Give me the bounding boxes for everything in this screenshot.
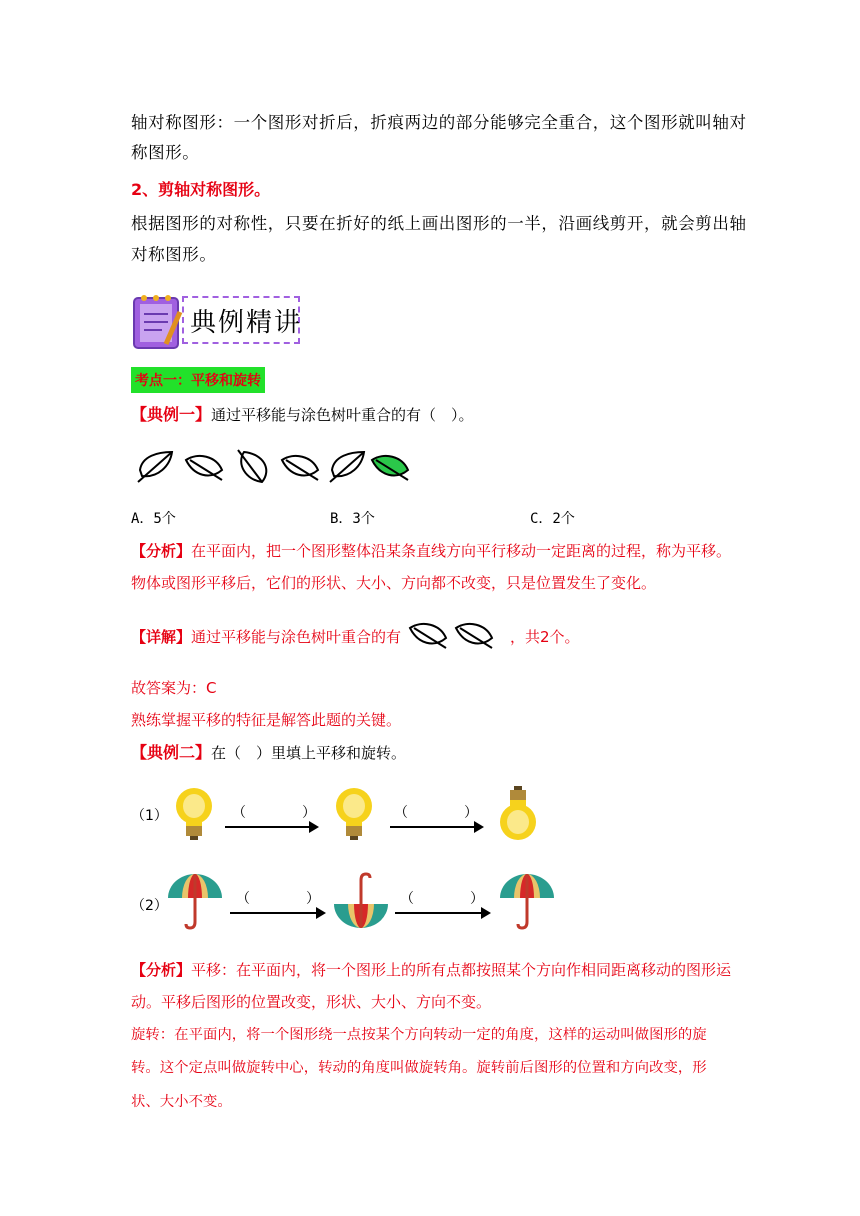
bulb-icon-2 <box>332 786 376 842</box>
row-2-blank-1[interactable]: （ ） <box>236 891 320 907</box>
row-2-blank-2[interactable]: （ ） <box>400 891 484 907</box>
intro-line-2: 称图形。 <box>131 143 200 162</box>
row-2-arrow-1 <box>230 912 324 914</box>
rotate-line-1: 旋转：在平面内，将一个图形绕一点按某个方向转动一定的角度，这样的运动叫做图形的旋 <box>131 1027 707 1043</box>
leaf-icon-5 <box>330 452 364 482</box>
option-c: C．2个 <box>530 511 575 527</box>
row-2-label: （2） <box>131 898 168 914</box>
example-1-note: 熟练掌握平移的特征是解答此题的关键。 <box>131 711 402 729</box>
leaf-icon-answer-1 <box>410 624 446 648</box>
notebook-icon <box>132 292 184 352</box>
example-2-analysis-line-2: 动。平移后图形的位置改变，形状、大小、方向不变。 <box>131 993 492 1011</box>
umbrella-icon-1 <box>166 872 224 930</box>
rotate-line-2: 转。这个定点叫做旋转中心，转动的角度叫做旋转角。旋转前后图形的位置和方向改变，形 <box>131 1060 707 1076</box>
row-1-label: （1） <box>131 808 168 824</box>
leaf-icon-answer-2 <box>456 624 492 648</box>
example-2-question: 【典例二】在（ ）里填上平移和旋转。 <box>131 743 407 762</box>
bulb-icon-rotated <box>496 784 540 842</box>
kaodian-badge: 考点一：平移和旋转 <box>131 367 265 393</box>
section-2-line-1: 根据图形的对称性，只要在折好的纸上画出图形的一半，沿画线剪开，就会剪出轴 <box>131 214 747 233</box>
section-2-heading: 2、剪轴对称图形。 <box>131 180 271 199</box>
bulb-icon-1 <box>172 786 216 842</box>
leaf-icon-3 <box>238 450 266 482</box>
leaf-icon-1 <box>138 452 172 482</box>
row-1-blank-2[interactable]: （ ） <box>394 805 478 821</box>
example-1-tag: 【典例一】 <box>131 405 212 424</box>
leaf-icon-shaded <box>372 456 408 480</box>
intro-line-1: 轴对称图形：一个图形对折后，折痕两边的部分能够完全重合，这个图形就叫轴对 <box>131 113 747 132</box>
leaves-row <box>136 448 416 488</box>
option-b: B．3个 <box>330 511 375 527</box>
row-2-arrow-2 <box>395 912 489 914</box>
example-1-detail-pre: 【详解】通过平移能与涂色树叶重合的有 <box>131 628 402 646</box>
example-1-analysis-line-2: 物体或图形平移后，它们的形状、大小、方向都不改变，只是位置发生了变化。 <box>131 574 657 592</box>
section-2-line-2: 对称图形。 <box>131 245 217 264</box>
row-1-blank-1[interactable]: （ ） <box>232 805 316 821</box>
umbrella-icon-3 <box>498 872 556 930</box>
row-1-arrow-2 <box>390 826 482 828</box>
example-2-analysis-line-1: 【分析】平移：在平面内，将一个图形上的所有点都按照某个方向作相同距离移动的图形运 <box>131 961 732 979</box>
example-1-analysis-line-1: 【分析】在平面内，把一个图形整体沿某条直线方向平行移动一定距离的过程，称为平移。 <box>131 542 732 560</box>
example-banner <box>132 292 304 352</box>
detail-leaves <box>408 616 498 654</box>
example-1-detail-post: ，共2个。 <box>510 628 580 646</box>
leaf-icon-2 <box>186 456 222 480</box>
banner-title: 典例精讲 <box>190 308 303 338</box>
option-a: A．5个 <box>131 511 176 527</box>
rotate-line-3: 状、大小不变。 <box>131 1094 232 1110</box>
leaf-icon-4 <box>282 456 318 480</box>
row-1-arrow-1 <box>225 826 317 828</box>
umbrella-icon-rotated <box>332 872 390 930</box>
example-1-answer: 故答案为：C <box>131 679 217 697</box>
example-2-tag: 【典例二】 <box>131 743 212 762</box>
example-1-question: 【典例一】通过平移能与涂色树叶重合的有（ ）。 <box>131 405 474 424</box>
